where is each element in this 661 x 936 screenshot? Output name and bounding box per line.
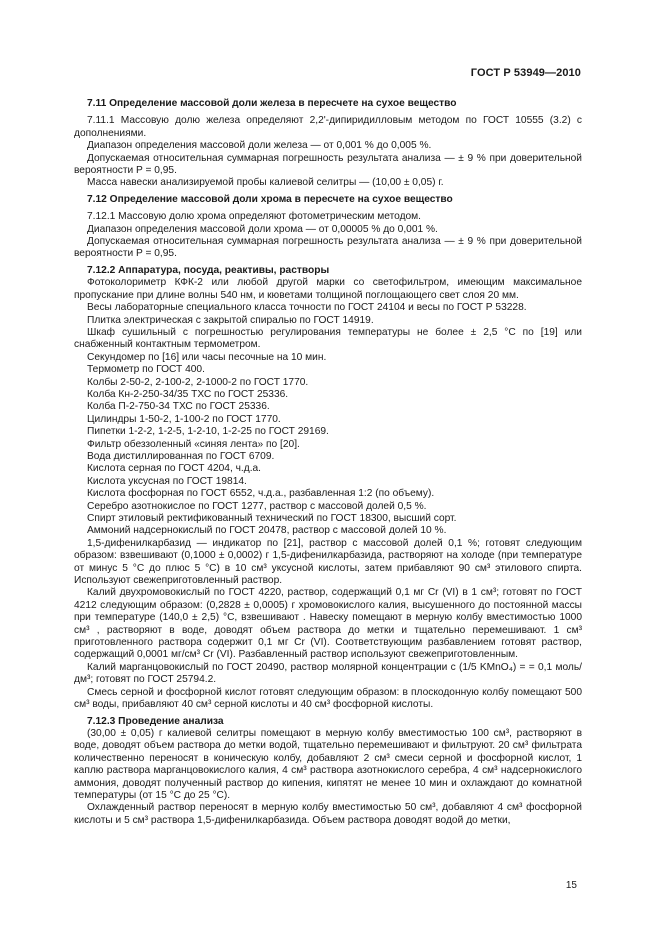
paragraph: Пипетки 1-2-2, 1-2-5, 1-2-10, 1-2-25 по ГОСТ 29169. <box>87 426 329 438</box>
paragraph: Диапазон определения массовой доли хрома — от 0,00005 % до 0,001 %. <box>87 223 438 235</box>
paragraph: Колба Кн-2-250-34/35 ТХС по ГОСТ 25336. <box>87 388 289 400</box>
section-heading: 7.12 Определение массовой доли хрома в пересчете на сухое вещество <box>87 193 453 205</box>
paragraph: Шкаф сушильный с погрешностью регулирования температуры не более ± 2,5 °С по [19] или снабженный контактным термометром. <box>74 326 582 351</box>
paragraph: (30,00 ± 0,05) г калиевой селитры помещают в мерную колбу вместимостью 100 см³, растворяют в воде, доводят объем раствора до метки водой, тщательно перемешивают и фильтруют. 20 см³ фильтрата количественно переносят в коническую колбу, добавляют 2 см³ смеси серной и фосфорной кислот, 1 каплю раствора марганцовокислого калия, 4 см³ раствора азотнокислого серебра, 4 см³ надсернокислого аммония, доводят полученный раствор до кипения, кипятят не менее 10 мин и охлаждают до комнатной температуры (от 15 °С до 25 °С). <box>74 727 582 801</box>
paragraph: Весы лабораторные специального класса точности по ГОСТ 24104 и весы по ГОСТ Р 53228. <box>87 302 527 314</box>
section-heading: 7.12.3 Проведение анализа <box>87 715 224 727</box>
paragraph: Колбы 2-50-2, 2-100-2, 2-1000-2 по ГОСТ 1770. <box>87 376 309 388</box>
paragraph: Допускаемая относительная суммарная погрешность результата анализа — ± 9 % при доверительной вероятности P = 0,95. <box>74 152 582 177</box>
paragraph: 7.11.1 Массовую долю железа определяют 2,2'-дипиридилловым методом по ГОСТ 10555 (3.2) с дополнениями. <box>74 115 582 139</box>
paragraph: Спирт этиловый ректификованный технический по ГОСТ 18300, высший сорт. <box>87 513 457 524</box>
paragraph: 7.12.1 Массовую долю хрома определяют фотометрическим методом. <box>87 211 422 223</box>
paragraph: Калий марганцовокислый по ГОСТ 20490, раствор молярной концентрации c (1/5 KMnO₄) = = 0,1 моль/дм³; готовят по ГОСТ 25794.2. <box>74 661 582 686</box>
paragraph: Кислота уксусная по ГОСТ 19814. <box>87 475 247 487</box>
document-header: ГОСТ Р 53949—2010 <box>470 67 581 79</box>
paragraph: Допускаемая относительная суммарная погрешность результата анализа — ± 9 % при доверительной вероятности P = 0,95. <box>74 236 582 260</box>
paragraph: Колба П-2-750-34 ТХС по ГОСТ 25336. <box>87 401 270 413</box>
paragraph: Диапазон определения массовой доли железа — от 0,001 % до 0,005 %. <box>87 140 432 152</box>
paragraph: Кислота серная по ГОСТ 4204, ч.д.а. <box>87 463 262 475</box>
document-body <box>74 94 582 827</box>
paragraph: Цилиндры 1-50-2, 1-100-2 по ГОСТ 1770. <box>87 413 281 425</box>
paragraph: Калий двухромовокислый по ГОСТ 4220, раствор, содержащий 0,1 мг Cr (VI) в 1 см³; готовят по ГОСТ 4212 следующим образом: (0,2828 ± 0,0005) г хромовокислого калия, высушенного до постоянной массы при температуре (140,0 ± 2,5) °С, взвешивают . Навеску помещают в мерную колбу вместимостью 1000 см³ , растворяют в воде, доводят объем раствора до метки и тщательно перемешивают. 1 см³ приготовленного раствора содержит 0,1 мг Cr (VI). Соответствующим разбавлением готовят раствор, содержащий 0,0001 мг/см³ Cr (VI). Разбавленный раствор используют свежеприготовленным. <box>74 587 582 661</box>
paragraph: Смесь серной и фосфорной кислот готовят следующим образом: в плоскодонную колбу помещают 500 см³ воды, прибавляют 40 см³ серной кислоты и 40 см³ фосфорной кислоты. <box>74 686 582 711</box>
paragraph: Масса навески анализируемой пробы калиевой селитры — (10,00 ± 0,05) г. <box>87 177 444 189</box>
paragraph: Серебро азотнокислое по ГОСТ 1277, раствор с массовой долей 0,5 %. <box>87 500 427 512</box>
paragraph: Вода дистиллированная по ГОСТ 6709. <box>87 450 275 462</box>
section-heading: 7.12.2 Аппаратура, посуда, реактивы, растворы <box>87 264 330 276</box>
paragraph: Термометр по ГОСТ 400. <box>87 364 205 376</box>
paragraph: Плитка электрическая с закрытой спиралью по ГОСТ 14919. <box>87 314 374 326</box>
paragraph: Фильтр обеззоленный «синяя лента» по [20]. <box>87 438 300 450</box>
paragraph: Фотоколориметр КФК-2 или любой другой марки со светофильтром, имеющим максимальное пропускание при длине волны 540 нм, и кюветами толщиной поглощающего свет слоя 20 мм. <box>74 277 582 301</box>
paragraph: 1,5-дифенилкарбазид — индикатор по [21], раствор с массовой долей 0,1 %; готовят следующим образом: взвешивают (0,1000 ± 0,0002) г 1,5-дифенилкарбазида, растворяют на холоде (при температуре от минус 5 °С до плюс 5 °С) в 10 см³ уксусной кислоты, затем прибавляют 90 см³ этилового спирта. Используют свежеприготовленный раствор. <box>74 537 582 587</box>
paragraph: Охлажденный раствор переносят в мерную колбу вместимостью 50 см³, добавляют 4 см³ фосфорной кислоты и 5 см³ раствора 1,5-дифенилкарбазида. Объем раствора доводят водой до метки, <box>74 802 582 826</box>
section-heading: 7.11 Определение массовой доли железа в пересчете на сухое вещество <box>87 98 457 109</box>
page-number: 15 <box>565 880 577 891</box>
paragraph: Секундомер по [16] или часы песочные на 10 мин. <box>87 351 327 363</box>
paragraph: Аммоний надсернокислый по ГОСТ 20478, раствор с массовой долей 10 %. <box>87 525 447 537</box>
paragraph: Кислота фосфорная по ГОСТ 6552, ч.д.а., разбавленная 1:2 (по объему). <box>87 488 435 500</box>
